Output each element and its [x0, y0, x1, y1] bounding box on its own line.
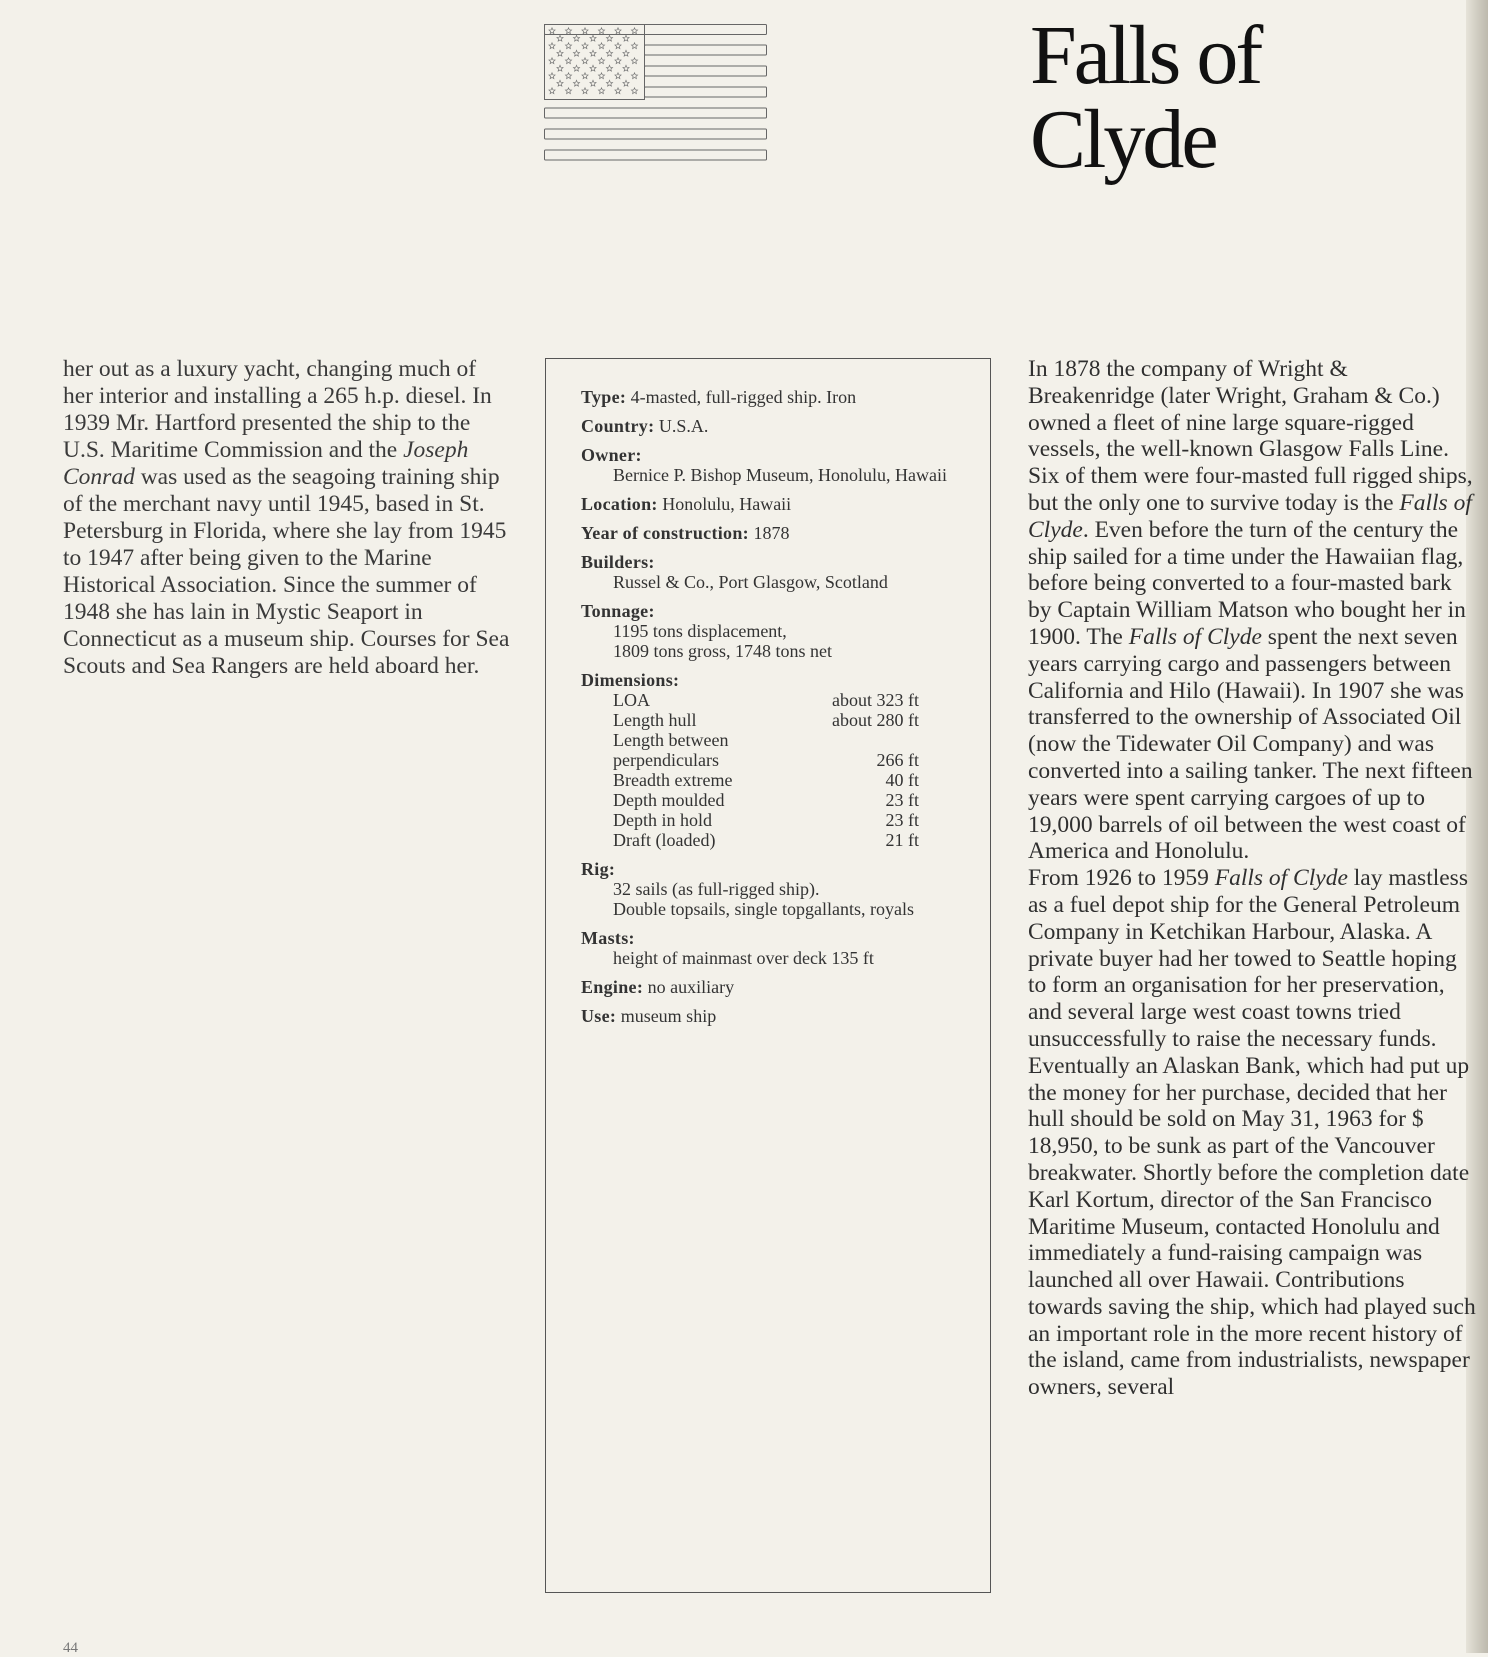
dimension-name: Length between	[613, 730, 729, 750]
ship-name-italic: Falls of Clyde	[1214, 865, 1348, 892]
text-run: . Even before the turn of the century the ship sailed for a time under the Hawaiian flag, before being converted to a four-masted bark by Captain William Matson who bought her in 1900. The	[1028, 516, 1466, 650]
spec-value: Russel & Co., Port Glasgow, Scotland	[613, 572, 888, 592]
flag-star-icon	[557, 65, 563, 71]
ship-name-italic: Joseph Conrad	[63, 437, 469, 490]
spec-use	[581, 1006, 961, 1026]
page-number: 44	[63, 1640, 78, 1656]
left-paragraph-text: her out as a luxury yacht, changing much of her interior and installing a 265 h.p. diesel. In 1939 Mr. Hartford presented the ship to the U.S. Maritime Commission and the	[63, 356, 492, 463]
flag-star-icon	[615, 73, 621, 79]
dimension-name: perpendiculars	[613, 750, 719, 770]
left-paragraph	[63, 356, 511, 680]
flag-star-icon	[582, 88, 588, 94]
flag-star-icon	[631, 88, 637, 94]
dimension-value: 23 ft	[885, 810, 919, 830]
dimension-row	[613, 790, 919, 810]
flag-star-icon	[590, 35, 596, 41]
flag-star-icon	[549, 88, 555, 94]
flag-star-icon	[582, 58, 588, 64]
specifications-box	[545, 358, 991, 1593]
dimension-value: about 280 ft	[832, 710, 919, 730]
spec-label: Year of construction:	[581, 523, 749, 543]
spec-value: 1878	[753, 523, 790, 543]
flag-star-icon	[549, 43, 555, 49]
flag-star-icon	[565, 73, 571, 79]
dimension-row	[613, 750, 919, 770]
flag-star-icon	[606, 80, 612, 86]
spec-year	[581, 523, 961, 543]
spec-masts	[581, 928, 961, 968]
flag-star-icon	[565, 28, 571, 34]
text-run: From 1926 to 1959	[1028, 865, 1215, 892]
flag-star-icon	[582, 73, 588, 79]
flag-star-icon	[615, 88, 621, 94]
flag-star-icon	[623, 35, 629, 41]
flag-star-icon	[557, 50, 563, 56]
text-run: lay mastless as a fuel depot ship for the General Petroleum Company in Ketchikan Harbour, Alaska. A private buyer had her towed to Seattle hoping to form an organisation for her preservation, and several large west coast towns tried unsuccessfully to raise the necessary funds. Eventually an Alaskan Bank, which had put up the money for her purchase, decided that her hull should be sold on May 31, 1963 for $ 18,950, to be sunk as part of the Vancouver breakwater. Shortly before the completion date Karl Kortum, director of the San Francisco Maritime Museum, contacted Honolulu and immediately a fund-raising campaign was launched all over Hawaii. Contributions towards saving the ship, which had played such an important role in the more recent history of the island, came from industrialists, newspaper owners, several	[1028, 865, 1476, 1401]
spec-engine	[581, 977, 961, 997]
left-paragraph-end: was used as the seagoing training ship of the merchant navy until 1945, based in St. Petersburg in Florida, where she lay from 1945 to 1947 after being given to the Marine Historical Association. Since the summer of 1948 she has lain in Mystic Seaport in Connecticut as a museum ship. Courses for Sea Scouts and Sea Rangers are held aboard her.	[63, 464, 510, 679]
flag-star-icon	[631, 58, 637, 64]
flag-star-icon	[598, 73, 604, 79]
flag-star-icon	[631, 28, 637, 34]
spec-value: height of mainmast over deck 135 ft	[613, 948, 874, 968]
spec-label: Dimensions:	[581, 670, 680, 690]
flag-star-icon	[590, 65, 596, 71]
spec-value: Double topsails, single topgallants, royals	[613, 899, 914, 919]
flag-star-icon	[582, 28, 588, 34]
ship-name-italic: Falls of Clyde	[1028, 489, 1472, 543]
flag-star-icon	[606, 50, 612, 56]
spec-label: Builders:	[581, 552, 655, 572]
flag-star-icon	[573, 50, 579, 56]
spec-tonnage	[581, 601, 961, 661]
flag-star-icon	[606, 65, 612, 71]
spec-value: no auxiliary	[647, 977, 735, 997]
flag-star-icon	[615, 28, 621, 34]
flag-star-icon	[598, 58, 604, 64]
dimension-value: 266 ft	[876, 750, 919, 770]
spec-label: Location:	[581, 494, 658, 514]
page-title	[1030, 9, 1261, 186]
flag-star-icon	[623, 50, 629, 56]
spec-label: Tonnage:	[581, 601, 655, 621]
dimension-value: 23 ft	[885, 790, 919, 810]
spec-value: Honolulu, Hawaii	[662, 494, 792, 514]
dimension-row	[613, 770, 919, 790]
dimension-value: 40 ft	[885, 770, 919, 790]
dimensions-table	[581, 690, 961, 850]
dimension-name: Depth in hold	[613, 810, 712, 830]
dimension-row	[613, 710, 919, 730]
spec-value: 4-masted, full-rigged ship. Iron	[630, 387, 857, 407]
right-paragraph-2	[1028, 865, 1480, 1401]
flag-star-icon	[557, 80, 563, 86]
flag-star-icon	[631, 73, 637, 79]
dimension-value: about 323 ft	[832, 690, 919, 710]
flag-star-icon	[598, 88, 604, 94]
spec-location	[581, 494, 961, 514]
dimension-name: Depth moulded	[613, 790, 725, 810]
dimension-value: 21 ft	[885, 830, 919, 850]
flag-star-icon	[615, 43, 621, 49]
spec-label: Engine:	[581, 977, 644, 997]
spec-label: Masts:	[581, 928, 635, 948]
dimension-name: Draft (loaded)	[613, 830, 716, 850]
flag-star-icon	[598, 43, 604, 49]
spec-country	[581, 416, 961, 436]
flag-star-icon	[573, 80, 579, 86]
spec-value: 1809 tons gross, 1748 tons net	[613, 641, 833, 661]
spec-type	[581, 387, 961, 407]
left-column-text	[63, 356, 511, 680]
flag-star-icon	[590, 80, 596, 86]
right-column-text	[1028, 356, 1480, 1401]
flag-star-icon	[557, 35, 563, 41]
flag-star-icon	[623, 80, 629, 86]
flag-star-icon	[565, 88, 571, 94]
dimension-row	[613, 810, 919, 830]
spec-label: Use:	[581, 1006, 617, 1026]
flag-star-icon	[582, 43, 588, 49]
spec-value: Bernice P. Bishop Museum, Honolulu, Hawaii	[613, 465, 947, 485]
spec-label: Owner:	[581, 445, 642, 465]
spec-builders	[581, 552, 961, 592]
text-run: spent the next seven years carrying cargo and passengers between California and Hilo (Hawaii). In 1907 she was transferred to the ownership of Associated Oil (now the Tidewater Oil Company) and was converted into a sailing tanker. The next fifteen years were spent carrying cargoes of up to 19,000 barrels of oil between the west coast of America and Honolulu.	[1028, 623, 1473, 865]
flag-star-icon	[565, 58, 571, 64]
flag-star-icon	[565, 43, 571, 49]
flag-star-icon	[573, 65, 579, 71]
us-flag-illustration	[544, 24, 768, 164]
spec-label: Country:	[581, 416, 655, 436]
spec-value: 1195 tons displacement,	[613, 621, 787, 641]
flag-star-icon	[615, 58, 621, 64]
text-run: In 1878 the company of Wright & Breakenridge (later Wright, Graham & Co.) owned a fleet of nine large square-rigged vessels, the well-known Glasgow Falls Line. Six of them were four-masted full rigged ships, but the only one to survive today is the	[1028, 356, 1473, 516]
flag-star-icon	[623, 65, 629, 71]
title-line-2: Clyde	[1030, 93, 1216, 186]
spec-value: U.S.A.	[658, 416, 709, 436]
title-line-1: Falls of	[1030, 9, 1261, 102]
dimension-name: Length hull	[613, 710, 697, 730]
flag-star-icon	[549, 73, 555, 79]
spec-rig	[581, 859, 961, 919]
flag-star-icon	[631, 43, 637, 49]
flag-star-icon	[549, 28, 555, 34]
flag-star-icon	[606, 35, 612, 41]
flag-star-icon	[549, 58, 555, 64]
spec-label: Rig:	[581, 859, 616, 879]
flag-star-icon	[590, 50, 596, 56]
spec-value: museum ship	[620, 1006, 717, 1026]
dimension-row	[613, 690, 919, 710]
flag-star-icon	[573, 35, 579, 41]
dimension-name: LOA	[613, 690, 650, 710]
spec-owner	[581, 445, 961, 485]
right-paragraph-1	[1028, 356, 1480, 865]
ship-name-italic: Falls of Clyde	[1128, 623, 1262, 650]
specifications-list	[581, 387, 961, 1035]
dimension-row	[613, 730, 919, 750]
spec-dimensions	[581, 670, 961, 850]
dimension-name: Breadth extreme	[613, 770, 733, 790]
dimension-row	[613, 830, 919, 850]
flag-star-icon	[598, 28, 604, 34]
spec-label: Type:	[581, 387, 627, 407]
spec-value: 32 sails (as full-rigged ship).	[613, 879, 820, 899]
